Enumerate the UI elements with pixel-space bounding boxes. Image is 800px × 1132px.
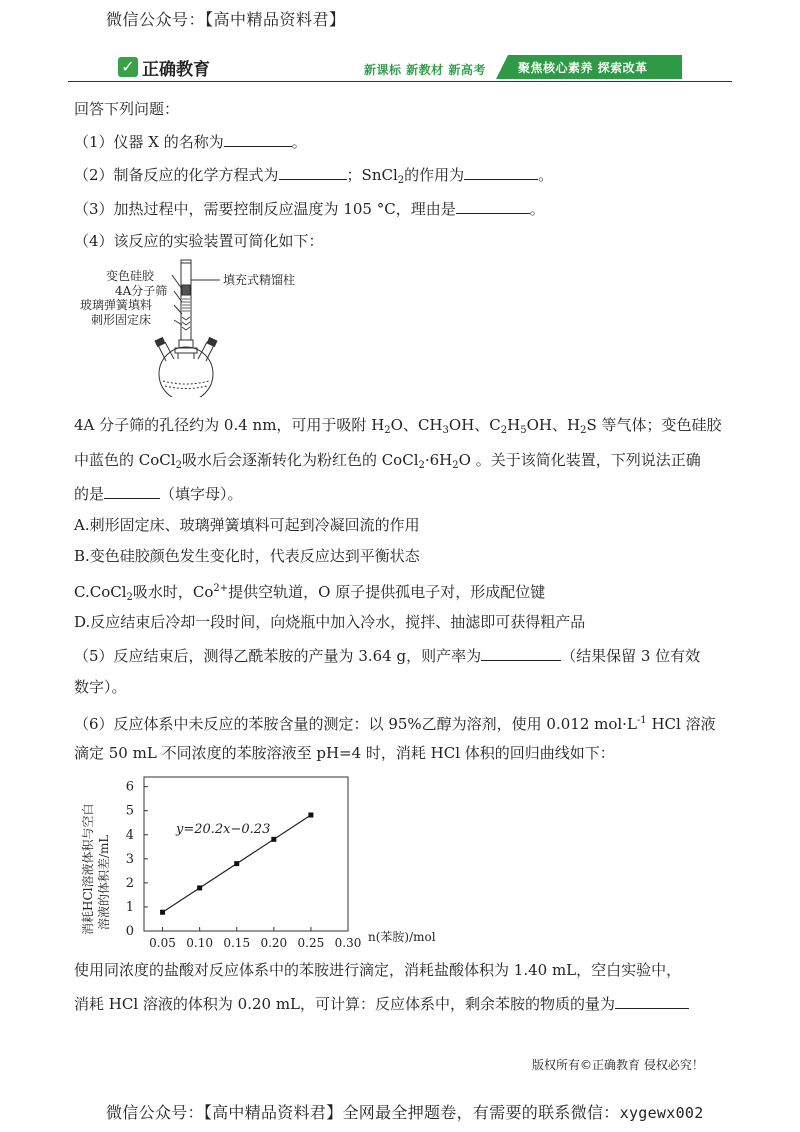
top-watermark: 微信公众号：【高中精品资料君】 bbox=[106, 10, 346, 29]
chart-ytick-label: 4 bbox=[125, 827, 134, 843]
question-6-line3: 使用同浓度的盐酸对反应体系中的苯胺进行滴定，消耗盐酸体积为 1.40 mL，空白实验中， bbox=[74, 961, 682, 979]
chart-xlabel: n(苯胺)/mol bbox=[368, 930, 436, 944]
question-3: （3）加热过程中，需要控制反应温度为 105 °C，理由是 。 bbox=[74, 200, 545, 218]
chart-ylabel-line2: 溶液的体积差/mL bbox=[97, 834, 111, 930]
brand-name: 正确教育 bbox=[142, 59, 210, 80]
label-molecular-sieve: 4A分子筛 bbox=[115, 284, 168, 298]
label-fixed-bed: 刺形固定床 bbox=[91, 313, 152, 327]
chart-plot-frame bbox=[144, 777, 348, 931]
label-silica-gel: 变色硅胶 bbox=[106, 269, 155, 283]
header-banner bbox=[496, 55, 682, 79]
question-5-line1: （5）反应结束后，测得乙酰苯胺的产量为 3.64 g，则产率为 （结果保留 3 位有效 bbox=[74, 647, 701, 665]
header-divider bbox=[68, 81, 732, 82]
paragraph-4a-line2: 中蓝色的 CoCl$_2$吸水后会逐渐转化为粉红色的 $CoCl_2\cdot 6H_2O$ 。关于该简化装置，下列说法正确 bbox=[74, 451, 701, 471]
chart-xtick-label: 0.25 bbox=[297, 936, 325, 950]
question-6-line4: 消耗 HCl 溶液的体积为 0.20 mL，可计算：反应体系中，剩余苯胺的物质的量为 bbox=[74, 994, 689, 1014]
chart-ytick-label: 1 bbox=[125, 899, 134, 915]
apparatus-diagram bbox=[78, 255, 338, 397]
option-d: D.反应结束后冷却一段时间，向烧瓶中加入冷水，搅拌、抽滤即可获得粗产品 bbox=[74, 613, 586, 631]
question-intro: 回答下列问题： bbox=[74, 100, 180, 118]
chart-data-point bbox=[308, 813, 313, 818]
chart-equation: y=20.2x−0.23 bbox=[176, 822, 271, 837]
header-slogan: 新课标 新教材 新高考 bbox=[364, 63, 486, 77]
chart-xtick-label: 0.15 bbox=[223, 936, 251, 950]
chart-xtick-label: 0.10 bbox=[186, 936, 213, 950]
chart-data-point bbox=[197, 885, 202, 890]
option-b: B.变色硅胶颜色发生变化时，代表反应达到平衡状态 bbox=[74, 547, 420, 565]
paragraph-4a-line1: 4A 分子筛的孔径约为 0.4 nm，可用于吸附 $H_2O$、$CH_3OH$、$C_2H_5OH$、$H_2S$ 等气体；变色硅胶 bbox=[74, 416, 722, 436]
question-5-line2: 数字）。 bbox=[74, 678, 127, 696]
paragraph-4a-line3: 的是 （填字母）。 bbox=[74, 485, 243, 503]
chart-ylabel-line1: 消耗HCl溶液体积与空白 bbox=[81, 803, 95, 935]
option-a: A.刺形固定床、玻璃弹簧填料可起到冷凝回流的作用 bbox=[74, 516, 420, 534]
regression-chart bbox=[78, 770, 478, 950]
brand-logo bbox=[118, 54, 210, 80]
chart-ytick-label: 6 bbox=[125, 779, 134, 795]
option-c: C.CoCl$_2$吸水时，$Co^{2+}$提供空轨道，O 原子提供孤电子对，形成配位键 bbox=[74, 583, 546, 603]
chart-data-point bbox=[234, 861, 239, 866]
chart-data-point bbox=[271, 837, 276, 842]
checkmark-icon: ✓ bbox=[118, 57, 138, 77]
footer-copyright: 版权所有©正确教育 侵权必究！ bbox=[532, 1058, 704, 1072]
question-6-line1: （6）反应体系中未反应的苯胺含量的测定：以 95%乙醇为溶剂，使用 0.012 $mol\cdot L^{-1}$ HCl 溶液 bbox=[74, 715, 716, 733]
question-1: （1）仪器 X 的名称为 。 bbox=[74, 133, 307, 151]
question-6-line2: 滴定 50 mL 不同浓度的苯胺溶液至 pH=4 时，消耗 HCl 体积的回归曲线如下： bbox=[74, 744, 615, 762]
chart-xtick-label: 0.05 bbox=[149, 936, 176, 950]
question-2: （2）制备反应的化学方程式为 ；SnCl$_2$的作用为 。 bbox=[74, 166, 554, 186]
label-glass-spring: 玻璃弹簧填料 bbox=[80, 298, 153, 312]
chart-ytick-label: 0 bbox=[125, 924, 134, 939]
chart-ytick-label: 2 bbox=[125, 875, 134, 891]
question-4: （4）该反应的实验装置可简化如下： bbox=[74, 232, 324, 250]
label-packed-column: 填充式精馏柱 bbox=[223, 273, 296, 287]
chart-ytick-label: 3 bbox=[125, 851, 134, 867]
chart-data-point bbox=[160, 910, 165, 915]
chart-ytick-label: 5 bbox=[125, 803, 134, 819]
bottom-watermark: 微信公众号：【高中精品资料君】全网最全押题卷，有需要的联系微信：xygewx002 bbox=[106, 1103, 704, 1122]
chart-xtick-label: 0.20 bbox=[260, 936, 288, 950]
banner-text: 聚焦核心素养 探索改革 bbox=[518, 61, 648, 75]
chart-xtick-label: 0.30 bbox=[334, 936, 362, 950]
